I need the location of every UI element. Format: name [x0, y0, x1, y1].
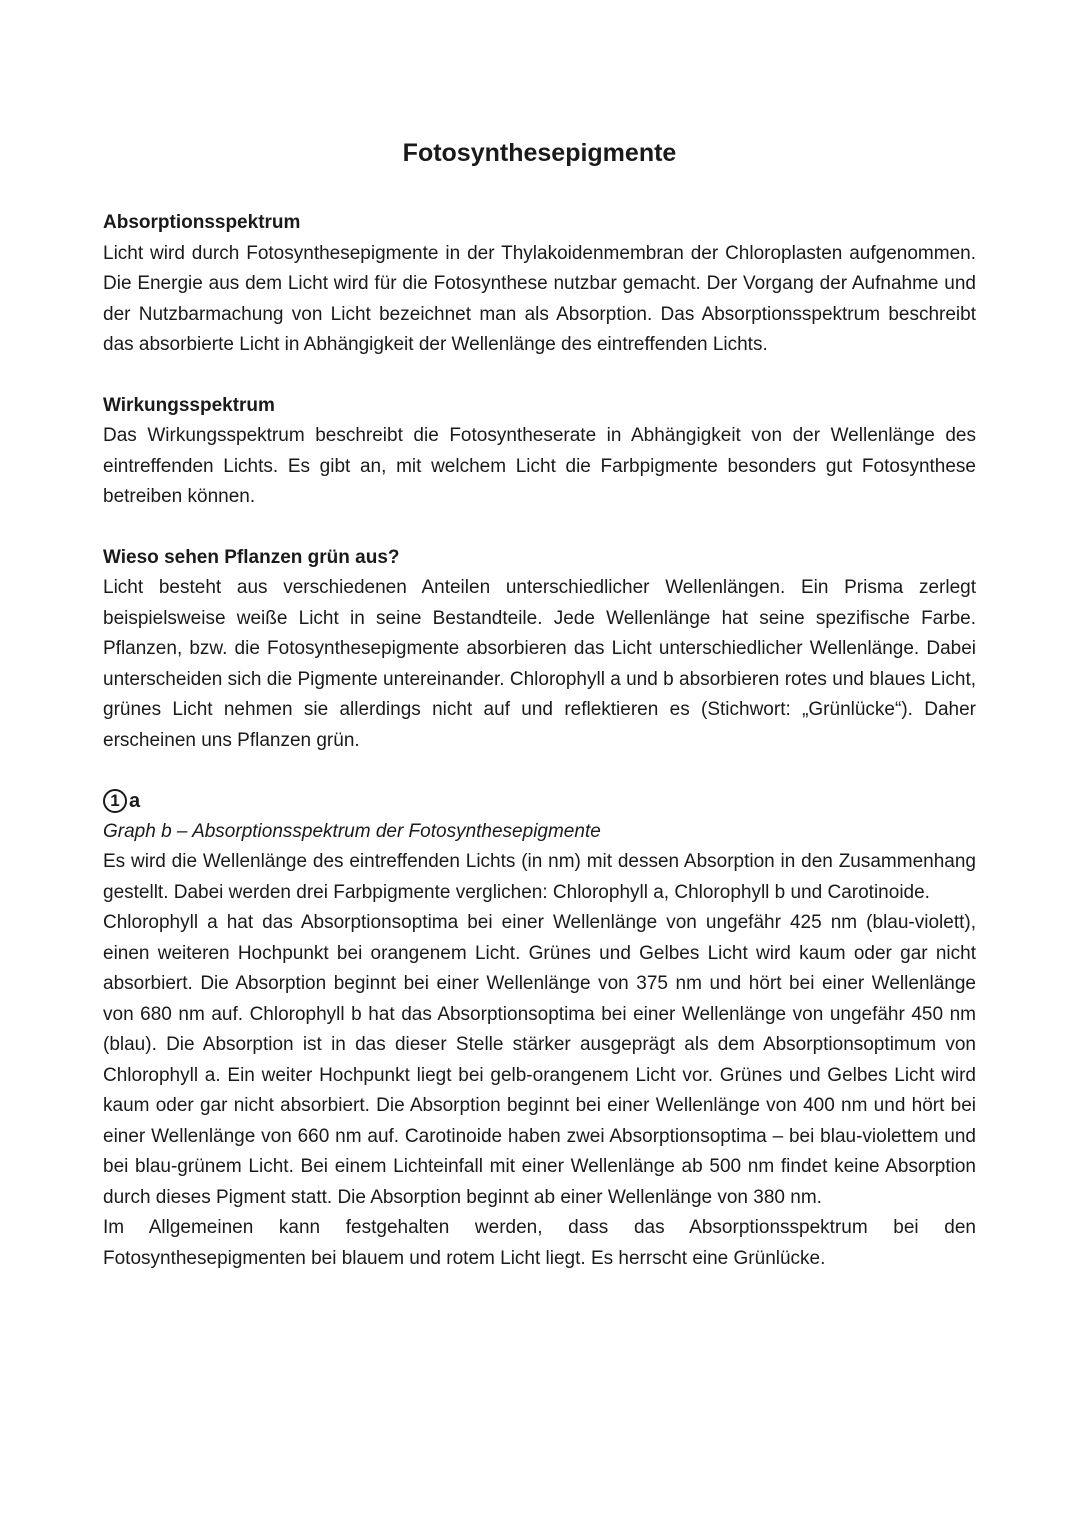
task-subtitle: Graph b – Absorptionsspektrum der Fotosynthesepigmente	[103, 820, 601, 842]
section-paragraph: Licht besteht aus verschiedenen Anteilen unterschiedlicher Wellenlängen. Ein Prisma zerlegt beispielsweise weiße Licht in seine Bestandteile. Jede Wellenlänge hat seine spezifische Farbe. Pflanzen, bzw. die Fotosynthesepigmente absorbieren das Licht unterschiedlicher Wellenlänge. Dabei unterscheiden sich die Pigmente untereinander. Chlorophyll a und b absorbieren rotes und blaues Licht, grünes Licht nehmen sie allerdings nicht auf und reflektieren es (Stichwort: „Grünlücke“). Daher erscheinen uns Pflanzen grün.	[103, 577, 976, 751]
section-gruen	[103, 543, 976, 757]
section-heading: Absorptionsspektrum	[103, 212, 301, 233]
task-number-circle: 1	[103, 789, 127, 813]
task-paragraph-2: Chlorophyll a hat das Absorptionsoptima bei einer Wellenlänge von ungefähr 425 nm (blau-violett), einen weiteren Hochpunkt bei orangenem Licht. Grünes und Gelbes Licht wird kaum oder gar nicht absorbiert. Die Absorption beginnt bei einer Wellenlänge von 375 nm und hört bei einer Wellenlänge von 680 nm auf. Chlorophyll b hat das Absorptionsoptima bei einer Wellenlänge von ungefähr 450 nm (blau). Die Absorption ist in das dieser Stelle stärker ausgeprägt als dem Absorptionsoptimum von Chlorophyll a. Ein weiter Hochpunkt liegt bei gelb-orangenem Licht vor. Grünes und Gelbes Licht wird kaum oder gar nicht absorbiert. Die Absorption beginnt bei einer Wellenlänge von 400 nm und hört bei einer Wellenlänge von 660 nm auf. Carotinoide haben zwei Absorptionsoptima – bei blau-violettem und bei blau-grünem Licht. Bei einem Lichteinfall mit einer Wellenlänge ab 500 nm findet keine Absorption durch dieses Pigment statt. Die Absorption beginnt ab einer Wellenlänge von 380 nm.	[103, 912, 976, 1208]
section-wirkungsspektrum	[103, 391, 976, 513]
task-paragraph-3: Im Allgemeinen kann festgehalten werden, dass das Absorptionsspektrum bei den Fotosynthesepigmenten bei blauem und rotem Licht liegt. Es herrscht eine Grünlücke.	[103, 1217, 976, 1269]
task-paragraph-1: Es wird die Wellenlänge des eintreffenden Lichts (in nm) mit dessen Absorption in den Zusammenhang gestellt. Dabei werden drei Farbpigmente verglichen: Chlorophyll a, Chlorophyll b und Carotinoide.	[103, 851, 976, 903]
task-letter: a	[129, 790, 141, 812]
section-paragraph: Licht wird durch Fotosynthesepigmente in der Thylakoidenmembran der Chloroplasten aufgenommen. Die Energie aus dem Licht wird für die Fotosynthese nutzbar gemacht. Der Vorgang der Aufnahme und der Nutzbarmachung von Licht bezeichnet man als Absorption. Das Absorptionsspektrum beschreibt das absorbierte Licht in Abhängigkeit der Wellenlänge des eintreffenden Lichts.	[103, 242, 976, 355]
section-task-1a	[103, 786, 976, 1274]
section-absorptionsspektrum	[103, 208, 976, 361]
section-paragraph: Das Wirkungsspektrum beschreibt die Fotosyntheserate in Abhängigkeit von der Wellenlänge des eintreffenden Lichts. Es gibt an, mit welchem Licht die Farbpigmente besonders gut Fotosynthese betreiben können.	[103, 425, 976, 507]
section-heading: Wieso sehen Pflanzen grün aus?	[103, 546, 400, 568]
document-title: Fotosynthesepigmente	[402, 139, 677, 167]
document-page	[103, 136, 976, 1304]
task-label	[103, 786, 976, 817]
section-heading: Wirkungsspektrum	[103, 394, 275, 416]
